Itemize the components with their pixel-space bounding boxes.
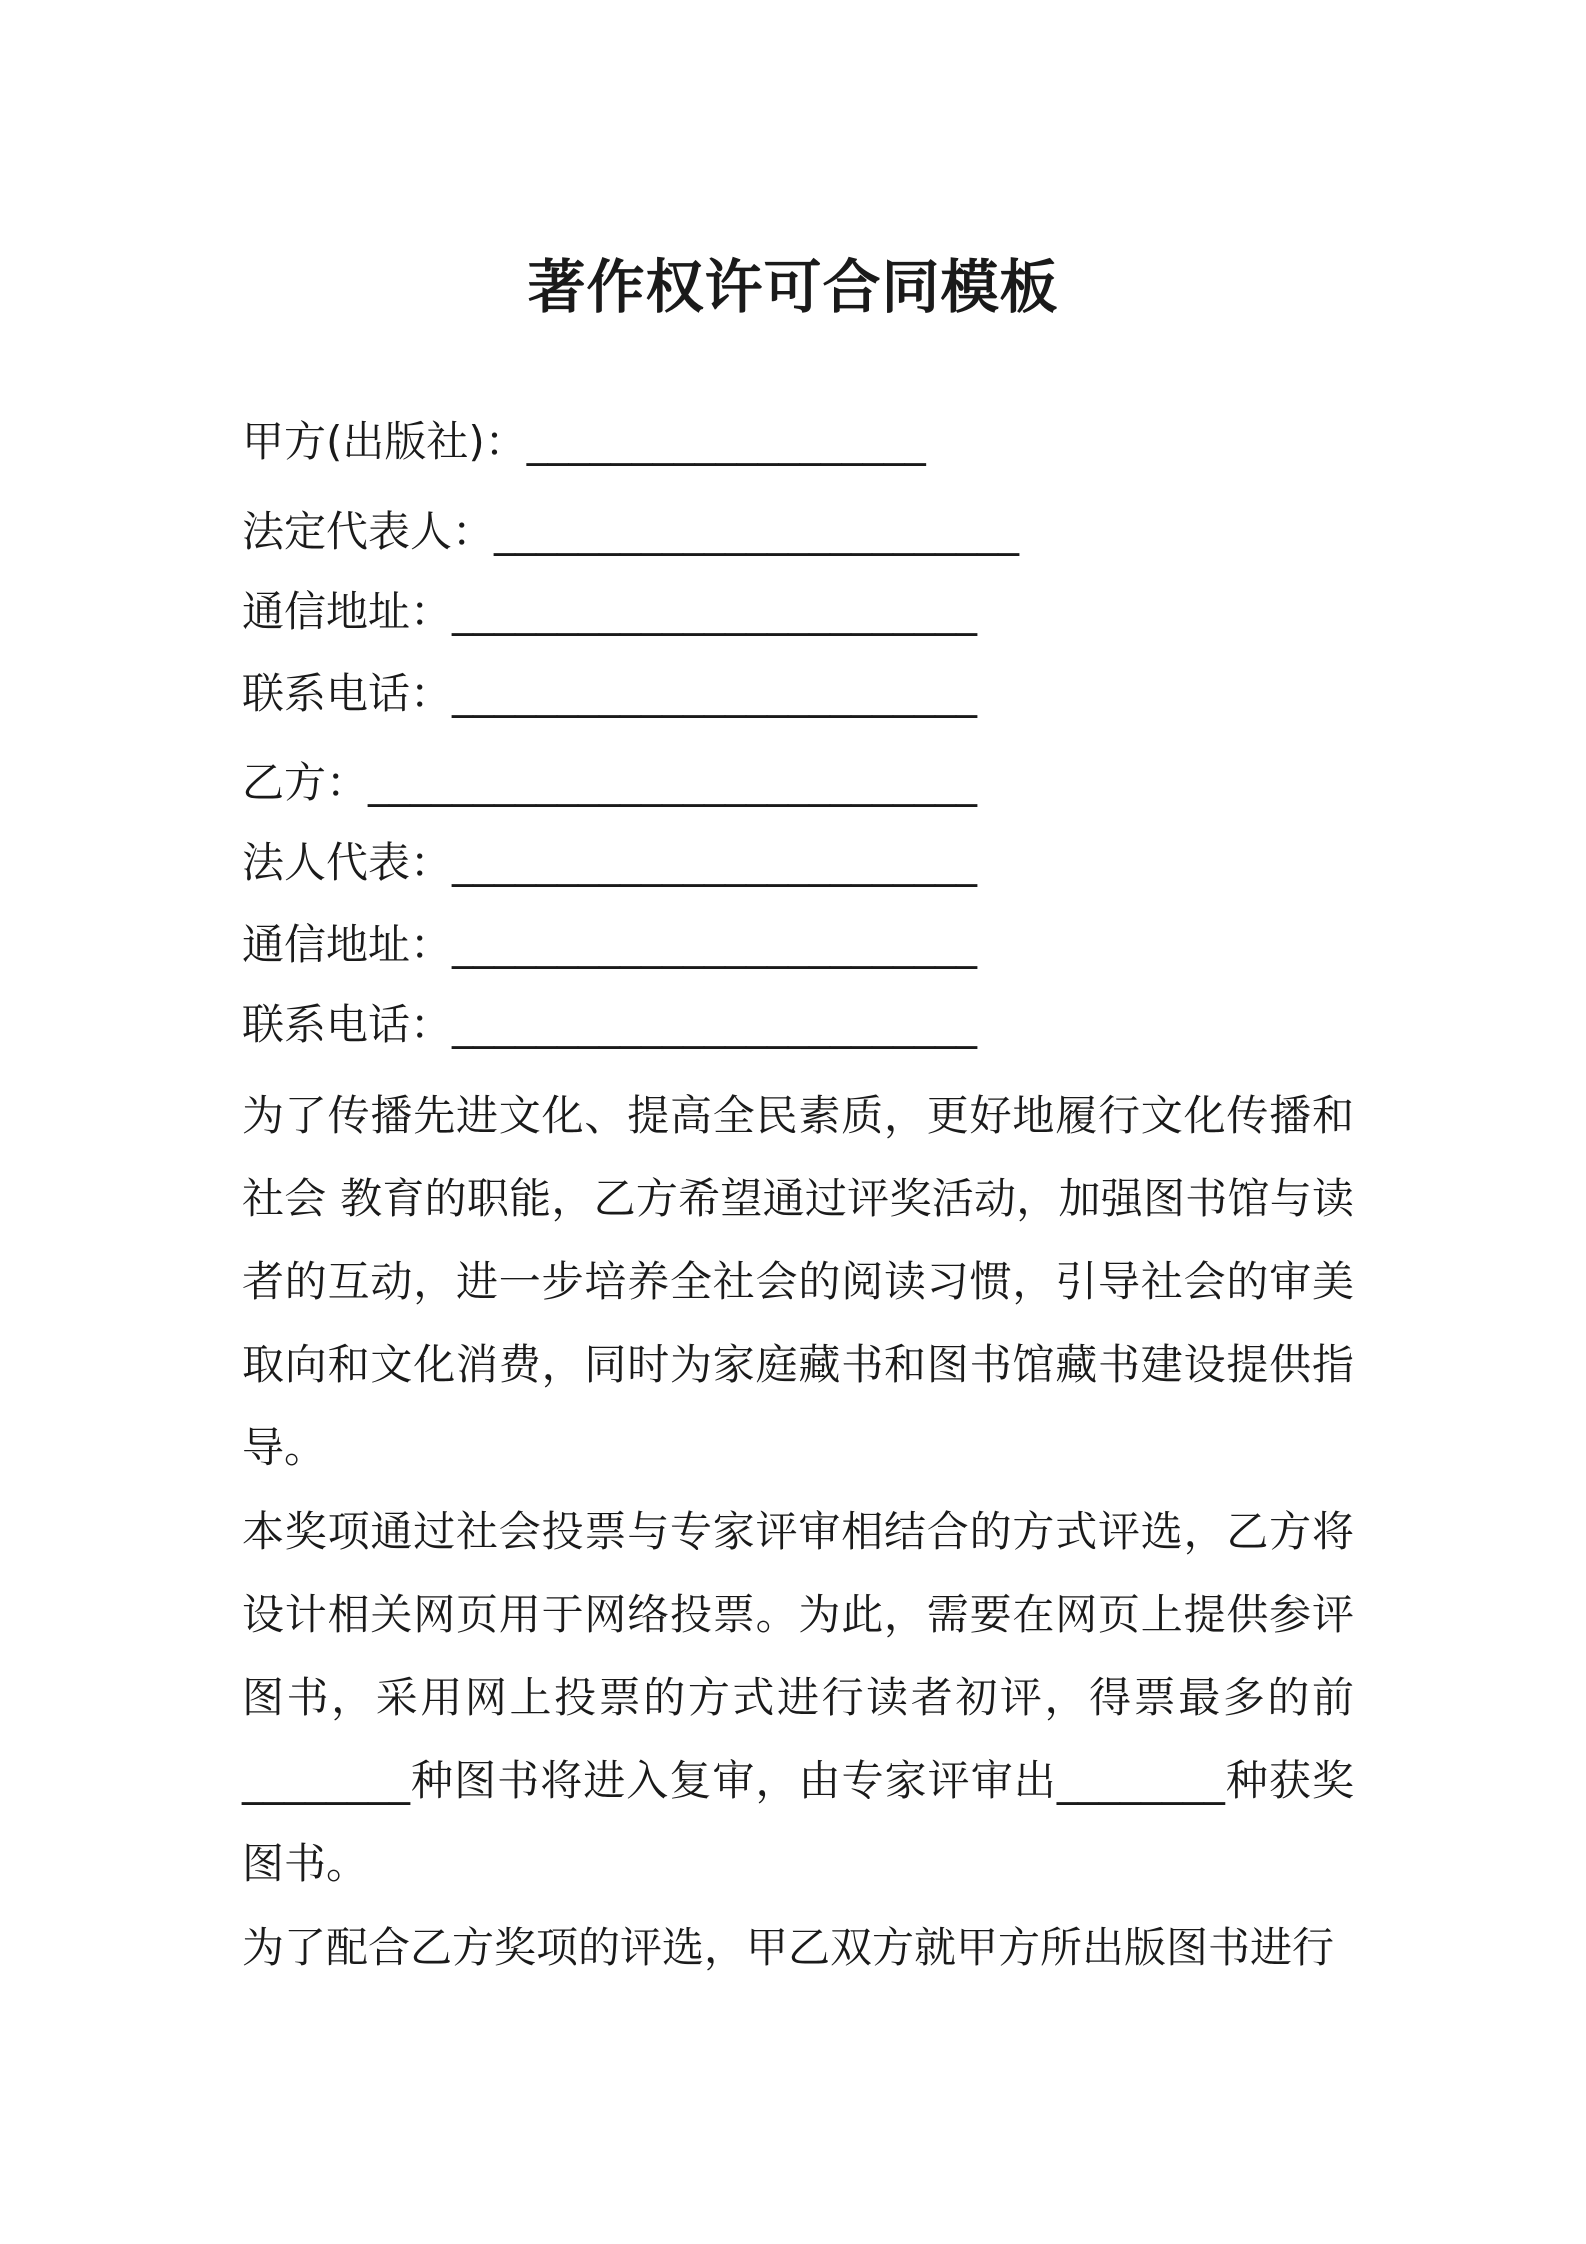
paragraph-voting: 本奖项通过社会投票与专家评审相结合的方式评选，乙方将设计相关网页用于网络投票。为此，需要在网页上提供参评图书，采用网上投票的方式进行读者初评，得票最多的前________种图书将进入复审，由专家评审出________种获奖图书。 [242, 1507, 1354, 1888]
party-b-field: 乙方：_____________________________ [242, 758, 978, 807]
party-b-phone-field: 联系电话：_________________________ [242, 1000, 978, 1049]
party-b-address-field: 通信地址：_________________________ [242, 920, 978, 969]
paragraph-cooperation: 为了配合乙方奖项的评选，甲乙双方就甲方所出版图书进行 [242, 1923, 1335, 1972]
party-a-publisher-field: 甲方(出版社)：___________________ [242, 417, 926, 466]
party-a-legal-representative-field: 法定代表人：_________________________ [242, 507, 1020, 556]
document-title: 著作权许可合同模板 [527, 253, 1059, 321]
party-a-phone-field: 联系电话：_________________________ [242, 669, 978, 718]
paragraph-purpose: 为了传播先进文化、提高全民素质，更好地履行文化传播和社会 教育的职能，乙方希望通过评奖活动，加强图书馆与读者的互动，进一步培养全社会的阅读习惯，引导社会的审美取向和文化消费，同时为家庭藏书和图书馆藏书建设提供指导。 [242, 1091, 1354, 1472]
party-a-address-field: 通信地址：_________________________ [242, 587, 978, 636]
party-b-legal-representative-field: 法人代表：_________________________ [242, 838, 978, 887]
